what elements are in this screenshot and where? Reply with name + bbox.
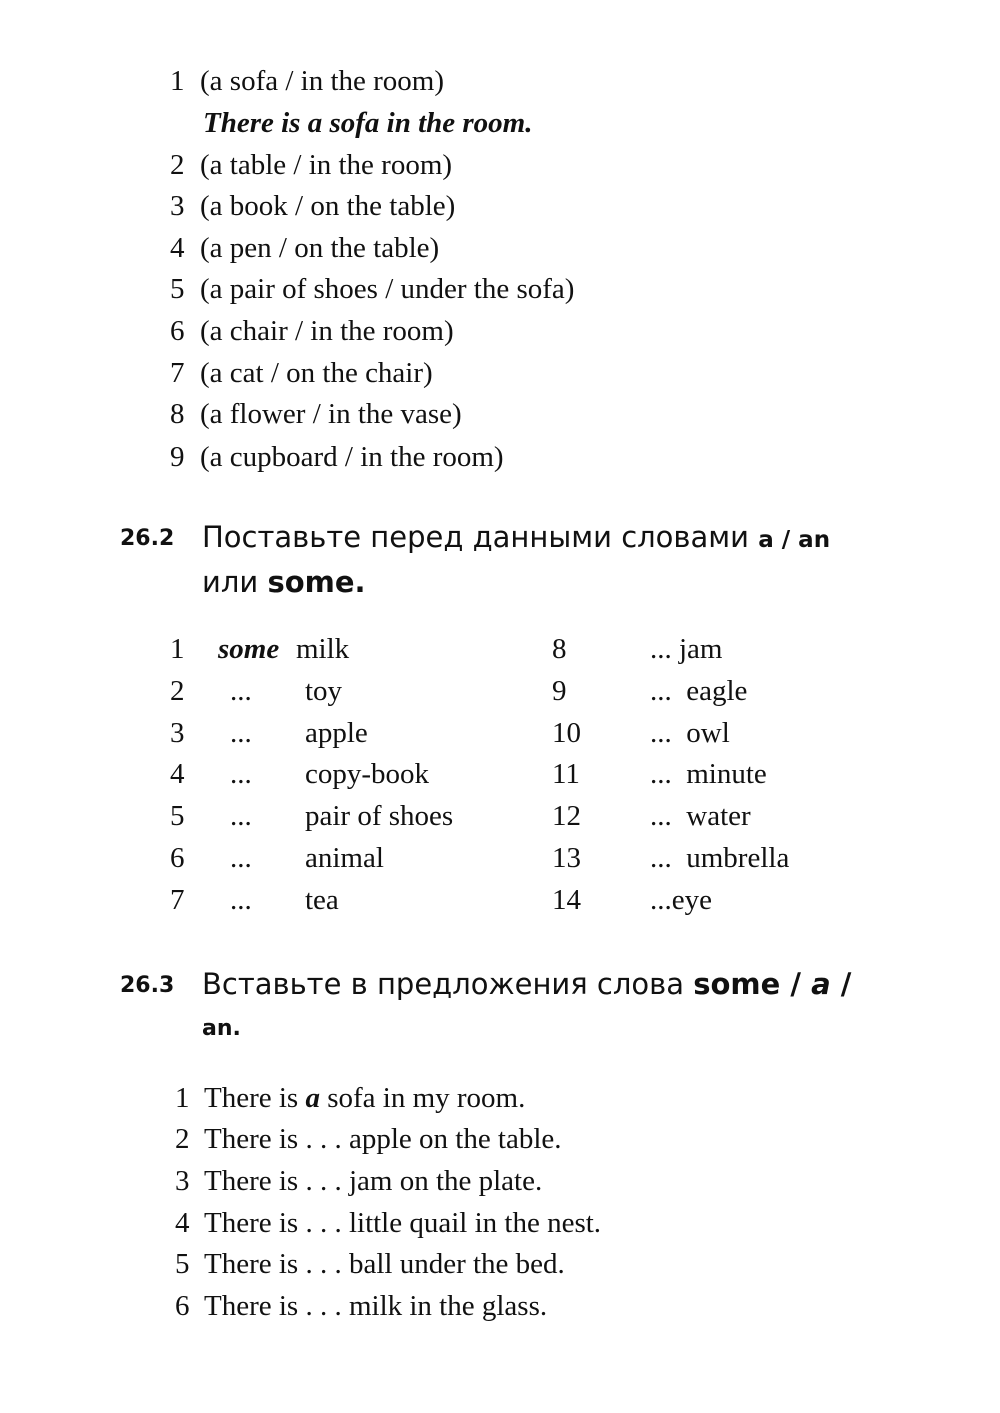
item-text: (a cat / on the chair) <box>200 357 433 389</box>
heading-text: Поставьте перед данными словами <box>202 520 759 554</box>
grid-word: ... owl <box>650 717 730 749</box>
item-number: 3 <box>175 1165 190 1197</box>
heading-bold: some <box>693 967 781 1001</box>
section-heading <box>202 962 851 1006</box>
item-number: 5 <box>170 273 185 305</box>
item-number: 4 <box>170 232 185 264</box>
item-number: 2 <box>170 149 185 181</box>
grid-word: ... jam <box>650 633 723 665</box>
example-answer: There is a sofa in the room. <box>203 107 533 139</box>
grid-number: 12 <box>552 800 581 832</box>
item-text: (a chair / in the room) <box>200 315 454 347</box>
grid-blank: ... <box>230 842 252 874</box>
sentence-start: There is <box>204 1082 306 1114</box>
heading-text: Вставьте в предложения слова <box>202 967 694 1001</box>
grid-number: 2 <box>170 675 185 707</box>
grid-number: 4 <box>170 758 185 790</box>
sentence-text: There is . . . jam on the plate. <box>204 1165 543 1197</box>
item-number: 6 <box>170 315 185 347</box>
grid-number: 8 <box>552 633 567 665</box>
grid-word: ... water <box>650 800 751 832</box>
grid-word: tea <box>305 884 339 916</box>
grid-blank: ... <box>230 884 252 916</box>
item-number: 1 <box>170 65 185 97</box>
item-number: 8 <box>170 398 185 430</box>
grid-blank: ... <box>230 758 252 790</box>
grid-word: animal <box>305 842 384 874</box>
item-number: 1 <box>175 1082 190 1114</box>
section-heading <box>202 515 830 562</box>
grid-number: 11 <box>552 758 580 790</box>
grid-number: 6 <box>170 842 185 874</box>
item-number: 3 <box>170 190 185 222</box>
item-text: (a pair of shoes / under the sofa) <box>200 273 575 305</box>
sentence-text: There is . . . ball under the bed. <box>204 1248 565 1280</box>
section-heading-line2 <box>202 560 366 604</box>
section-number: 26.2 <box>120 526 175 551</box>
grid-number: 7 <box>170 884 185 916</box>
heading-bold: a / an <box>758 527 831 553</box>
item-text: (a flower / in the vase) <box>200 398 462 430</box>
item-text: (a cupboard / in the room) <box>200 441 504 473</box>
example-answer: a <box>305 1082 320 1114</box>
grid-word: pair of shoes <box>305 800 454 832</box>
grid-word: ... umbrella <box>650 842 790 874</box>
grid-number: 1 <box>170 633 185 665</box>
item-number: 9 <box>170 441 185 473</box>
grid-word: ... eagle <box>650 675 748 707</box>
item-text: (a pen / on the table) <box>200 232 440 264</box>
heading-separator: / <box>830 967 852 1001</box>
grid-word: copy-book <box>305 758 430 790</box>
heading-text: или <box>202 565 268 599</box>
item-number: 2 <box>175 1123 190 1155</box>
grid-word: toy <box>305 675 343 707</box>
item-text: (a sofa / in the room) <box>200 65 445 97</box>
item-number: 4 <box>175 1207 190 1239</box>
section-number: 26.3 <box>120 973 175 998</box>
item-number: 6 <box>175 1290 190 1322</box>
section-heading-line2: an. <box>202 1016 241 1041</box>
grid-number: 9 <box>552 675 567 707</box>
grid-example-answer: some <box>218 633 280 665</box>
grid-word: milk <box>296 633 350 665</box>
sentence-text: There is . . . apple on the table. <box>204 1123 562 1155</box>
grid-blank: ... <box>230 800 252 832</box>
grid-number: 13 <box>552 842 581 874</box>
sentence-text <box>204 1078 525 1118</box>
sentence-text: There is . . . milk in the glass. <box>204 1290 548 1322</box>
grid-number: 3 <box>170 717 185 749</box>
grid-word: apple <box>305 717 368 749</box>
item-number: 7 <box>170 357 185 389</box>
item-number: 5 <box>175 1248 190 1280</box>
sentence-end: sofa in my room. <box>319 1082 526 1114</box>
grid-number: 14 <box>552 884 581 916</box>
heading-separator: / <box>780 967 812 1001</box>
grid-word: ...eye <box>650 884 712 916</box>
grid-number: 10 <box>552 717 581 749</box>
grid-blank: ... <box>230 675 252 707</box>
grid-number: 5 <box>170 800 185 832</box>
heading-bold: some. <box>267 565 366 599</box>
grid-blank: ... <box>230 717 252 749</box>
grid-word: ... minute <box>650 758 767 790</box>
item-text: (a book / on the table) <box>200 190 456 222</box>
heading-bold-italic: a <box>811 967 831 1001</box>
item-text: (a table / in the room) <box>200 149 453 181</box>
sentence-text: There is . . . little quail in the nest. <box>204 1207 602 1239</box>
